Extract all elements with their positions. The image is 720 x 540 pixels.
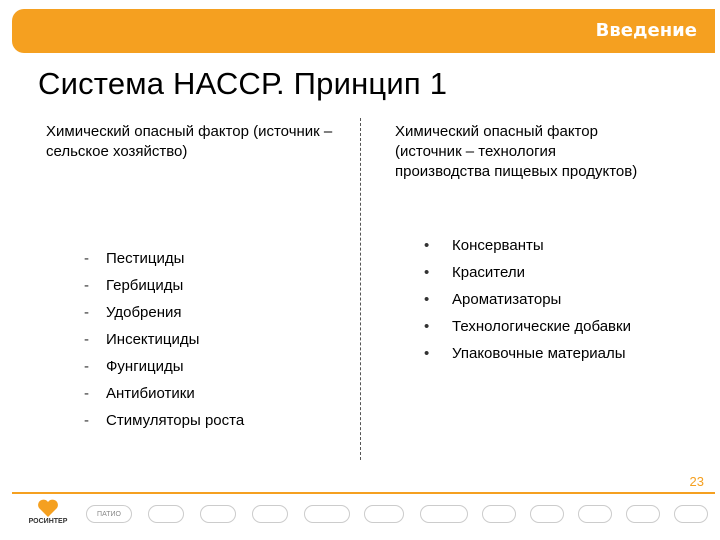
list-item: - Пестициды (84, 250, 185, 267)
brand-logo (420, 505, 468, 523)
dash-bullet: - (84, 385, 89, 402)
brand-logo (530, 505, 564, 523)
page-title: Система НАССР. Принцип 1 (38, 66, 448, 101)
brand-logo (626, 505, 660, 523)
brand-logo (148, 505, 184, 523)
list-item: - Удобрения (84, 304, 182, 321)
dot-bullet: • (424, 345, 430, 362)
list-item: - Антибиотики (84, 385, 195, 402)
rosinter-logo (26, 498, 70, 525)
list-item: • Ароматизаторы (424, 291, 562, 308)
list-item: - Фунгициды (84, 358, 184, 375)
header-bar (12, 9, 715, 53)
right-column-heading: Химический опасный фактор (источник – технология производства пищевых продуктов) (395, 123, 638, 180)
heart-icon (37, 498, 59, 518)
list-item: - Стимуляторы роста (84, 412, 245, 429)
brand-logo: ПАТИО (86, 505, 132, 523)
list-item: • Консерванты (424, 237, 544, 254)
dot-bullet: • (424, 264, 430, 281)
right-list (424, 236, 714, 371)
brand-logo (252, 505, 288, 523)
list-item: • Упаковочные материалы (424, 345, 626, 362)
page-number: 23 (689, 474, 704, 489)
footer-rule (12, 492, 715, 494)
brand-logo (578, 505, 612, 523)
list-item: - Гербициды (84, 277, 184, 294)
list-item: • Красители (424, 264, 525, 281)
logo-label: РОСИНТЕР (28, 518, 68, 525)
dash-bullet: - (84, 277, 89, 294)
brand-logo (364, 505, 404, 523)
dot-bullet: • (424, 291, 430, 308)
brand-logo (674, 505, 708, 523)
dash-bullet: - (84, 412, 89, 429)
dash-bullet: - (84, 304, 89, 321)
dash-bullet: - (84, 358, 89, 375)
dot-bullet: • (424, 237, 430, 254)
column-divider (360, 118, 361, 460)
footer-logos (0, 495, 720, 540)
brand-logo (304, 505, 350, 523)
dash-bullet: - (84, 250, 89, 267)
left-list (84, 249, 244, 438)
dash-bullet: - (84, 331, 89, 348)
dot-bullet: • (424, 318, 430, 335)
section-title: Введение (595, 20, 697, 41)
brand-logo (200, 505, 236, 523)
list-item: - Инсектициды (84, 331, 200, 348)
list-item: • Технологические добавки (424, 318, 631, 335)
left-column-heading: Химический опасный фактор (источник – сельское хозяйство) (46, 123, 333, 160)
brand-logo (482, 505, 516, 523)
